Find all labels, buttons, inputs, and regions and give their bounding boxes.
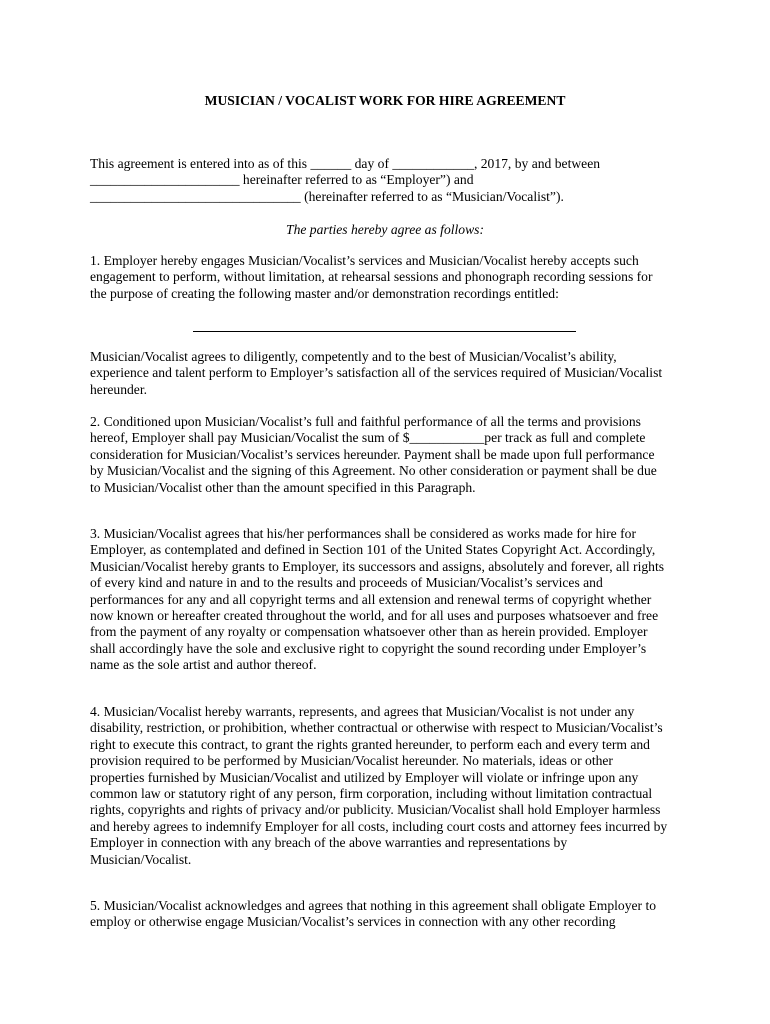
recording-title-blank-line [193,331,576,332]
clause-2 [90,414,690,496]
clause-line: hereunder. [90,381,147,397]
agree-heading: The parties hereby agree as follows: [286,222,484,237]
clause-line: disability, restriction, or prohibition, whether contractual or otherwise with respect to Musician/Vocalist’s [90,720,663,736]
clause-line: Musician/Vocalist agrees to diligently, competently and to the best of Musician/Vocalist’s ability, [90,349,617,364]
clause-3 [90,526,690,674]
clause-5 [90,898,690,931]
intro-line: ______________________ hereinafter referred to as “Employer”) and [90,172,474,188]
clause-line: employ or otherwise engage Musician/Vocalist’s services in connection with any other recording [90,914,616,930]
clause-line: hereof, Employer shall pay Musician/Vocalist the sum of $___________per track as full and complete [90,430,646,446]
clause-line: name as the sole artist and author thereof. [90,657,317,673]
clause-line: 2. Conditioned upon Musician/Vocalist’s full and faithful performance of all the terms and provisions [90,414,641,429]
clause-4 [90,704,690,868]
clause-line: the purpose of creating the following master and/or demonstration recordings entitled: [90,285,559,301]
clause-line: engagement to perform, without limitation, at rehearsal sessions and phonograph recording sessions for [90,269,653,285]
clause-line: 3. Musician/Vocalist agrees that his/her performances shall be considered as works made for hire for [90,526,636,541]
clause-line: properties furnished by Musician/Vocalist and utilized by Employer will violate or infringe upon any [90,769,639,785]
clause-line: Employer, as contemplated and defined in Section 101 of the United States Copyright Act. Accordingly, [90,542,656,558]
clause-line: rights, copyrights and rights of privacy and/or publicity. Musician/Vocalist shall hold Employer harmless [90,802,661,818]
clause-line: consideration for Musician/Vocalist’s services hereunder. Payment shall be made upon full performance [90,446,655,462]
clause-line: and hereby agrees to indemnify Employer for all costs, including court costs and attorney fees incurred by [90,818,668,834]
clause-line: 1. Employer hereby engages Musician/Vocalist’s services and Musician/Vocalist hereby accepts such [90,253,639,268]
clause-line: Musician/Vocalist. [90,851,192,867]
clause-line: Musician/Vocalist hereby grants to Employer, its successors and assigns, absolutely and forever, all rights [90,558,665,574]
clause-line: by Musician/Vocalist and the signing of this Agreement. No other consideration or payment shall be due [90,463,657,479]
intro-line: _______________________________ (hereinafter referred to as “Musician/Vocalist”). [90,188,564,204]
clause-line: common law or statutory right of any person, firm corporation, including without limitation contractual [90,786,653,802]
clause-line: performances for any and all copyright terms and all extension and renewal terms of copyright whether [90,591,652,607]
clause-line: experience and talent perform to Employer’s satisfaction all of the services required of Musician/Vocalist [90,365,663,381]
clause-line: shall accordingly have the sole and exclusive right to copyright the sound recording under Employer’s [90,640,647,656]
clause-line: 4. Musician/Vocalist hereby warrants, represents, and agrees that Musician/Vocalist is not under any [90,704,635,719]
clause-line: Employer in connection with any breach of the above warranties and representations by [90,835,568,851]
clause-line: provision required to be performed by Musician/Vocalist hereunder. No materials, ideas or other [90,753,613,769]
clause-line: now known or hereafter created throughout the world, and for all uses and purposes whatsoever and free [90,608,659,624]
clause-1 [90,253,690,302]
clause-1-continued [90,349,690,398]
clause-line: 5. Musician/Vocalist acknowledges and agrees that nothing in this agreement shall obligate Employer to [90,898,657,913]
clause-line: of every kind and nature in and to the results and proceeds of Musician/Vocalist’s services and [90,575,603,591]
intro-paragraph [90,156,690,205]
clause-line: to Musician/Vocalist other than the amount specified in this Paragraph. [90,479,476,495]
clause-line: right to execute this contract, to grant the rights granted hereunder, to perform each and every term and [90,736,650,752]
intro-line: This agreement is entered into as of this ______ day of ____________, 2017, by and between [90,156,601,171]
clause-line: from the payment of any royalty or compensation whatsoever other than as herein provided. Employer [90,624,648,640]
document-title: MUSICIAN / VOCALIST WORK FOR HIRE AGREEMENT [204,93,566,108]
